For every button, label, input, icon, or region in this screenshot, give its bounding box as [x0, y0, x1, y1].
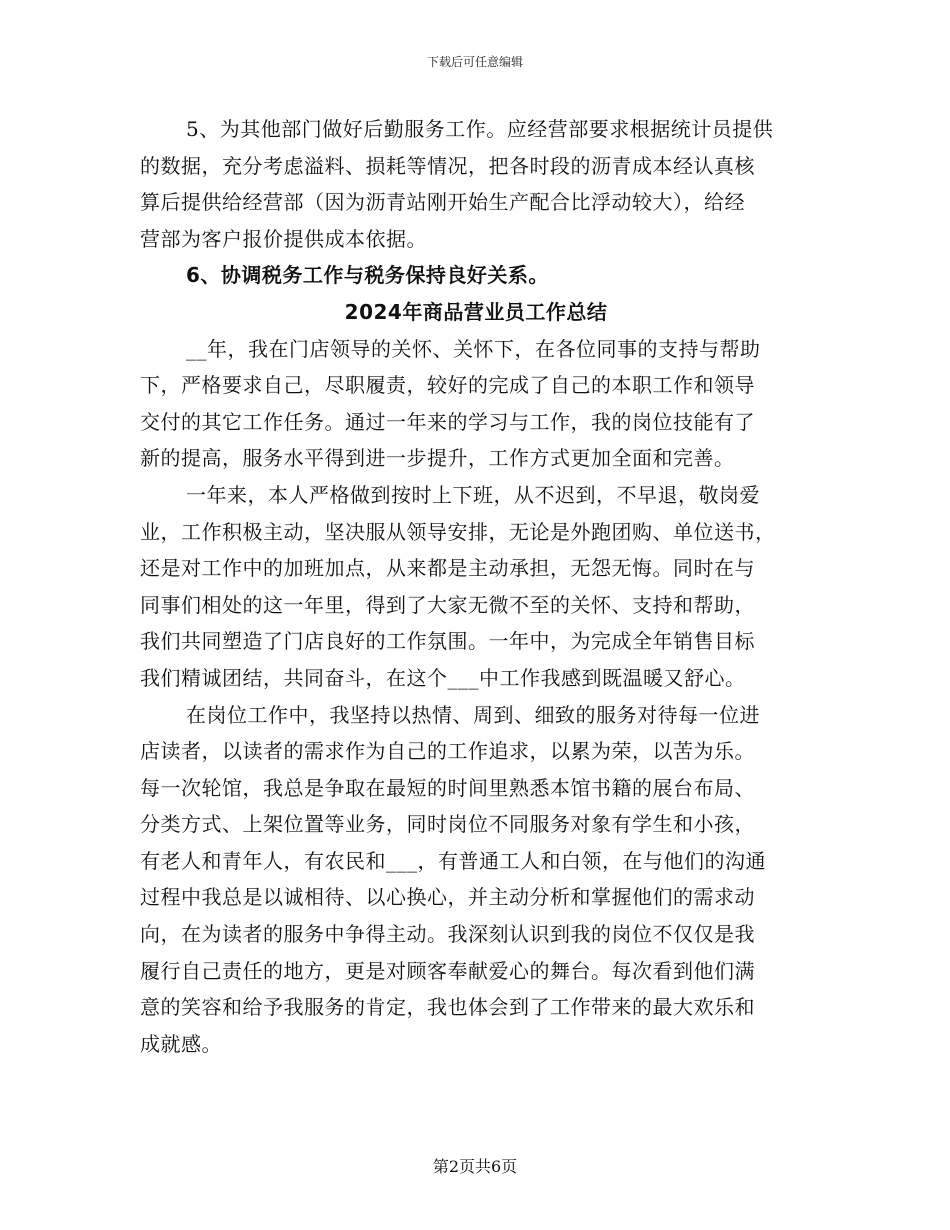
para1-line: 交付的其它工作任务。通过一年来的学习与工作，我的岗位技能有了: [140, 409, 755, 434]
para3-line: 店读者，以读者的需求作为自己的工作追求，以累为荣，以苦为乐。: [140, 739, 755, 764]
item5-line: 5、为其他部门做好后勤服务工作。应经营部要求根据统计员提供: [186, 117, 774, 141]
para2-line: 我们共同塑造了门店良好的工作氛围。一年中，为完成全年销售目标: [140, 629, 755, 654]
item5-line: 的数据，充分考虑溢料、损耗等情况，把各时段的沥青成本经认真核: [140, 153, 755, 178]
para2-line: 业，工作积极主动，坚决服从领导安排，无论是外跑团购、单位送书，: [140, 519, 776, 544]
para3-line: 分类方式、上架位置等业务，同时岗位不同服务对象有学生和小孩，: [140, 812, 755, 837]
para2-line: 一年来，本人严格做到按时上下班，从不迟到，不早退，敬岗爱: [186, 482, 760, 507]
item5-line: 营部为客户报价提供成本依据。: [140, 226, 427, 251]
section-title: 2024年商品营业员工作总结: [344, 299, 608, 324]
para3-line: 每一次轮馆，我总是争取在最短的时间里熟悉本馆书籍的展台布局、: [140, 775, 755, 800]
para1-line: __年，我在门店领导的关怀、关怀下，在各位同事的支持与帮助: [186, 336, 761, 361]
para2-line: 还是对工作中的加班加点，从来都是主动承担，无怨无悔。同时在与: [140, 556, 755, 581]
para2-line: 同事们相处的这一年里，得到了大家无微不至的关怀、支持和帮助，: [140, 592, 755, 617]
item6-heading: 6、协调税务工作与税务保持良好关系。: [186, 263, 549, 288]
para3-line: 成就感。: [140, 1031, 222, 1056]
para2-line: 我们精诚团结，共同奋斗，在这个___中工作我感到既温暖又舒心。: [140, 665, 746, 690]
page-header: 下载后可任意编辑: [426, 55, 523, 69]
para3-line: 意的笑容和给予我服务的肯定，我也体会到了工作带来的最大欢乐和: [140, 995, 755, 1020]
page-footer: 第2页共6页: [432, 1157, 518, 1176]
item5-line: 算后提供给经营部（因为沥青站刚开始生产配合比浮动较大），给经: [140, 190, 745, 215]
para1-line: 下，严格要求自己，尽职履责，较好的完成了自己的本职工作和领导: [140, 373, 755, 398]
document-body: [140, 111, 812, 1062]
para3-line: 在岗位工作中，我坚持以热情、周到、细致的服务对待每一位进: [186, 702, 760, 727]
para3-line: 履行自己责任的地方，更是对顾客奉献爱心的舞台。每次看到他们满: [140, 958, 755, 983]
para3-line: 向，在为读者的服务中争得主动。我深刻认识到我的岗位不仅仅是我: [140, 922, 755, 947]
para3-line: 有老人和青年人，有农民和___，有普通工人和白领，在与他们的沟通: [140, 848, 766, 873]
para3-line: 过程中我总是以诚相待、以心换心，并主动分析和掌握他们的需求动: [140, 885, 755, 910]
para1-line: 新的提高，服务水平得到进一步提升，工作方式更加全面和完善。: [140, 446, 735, 471]
